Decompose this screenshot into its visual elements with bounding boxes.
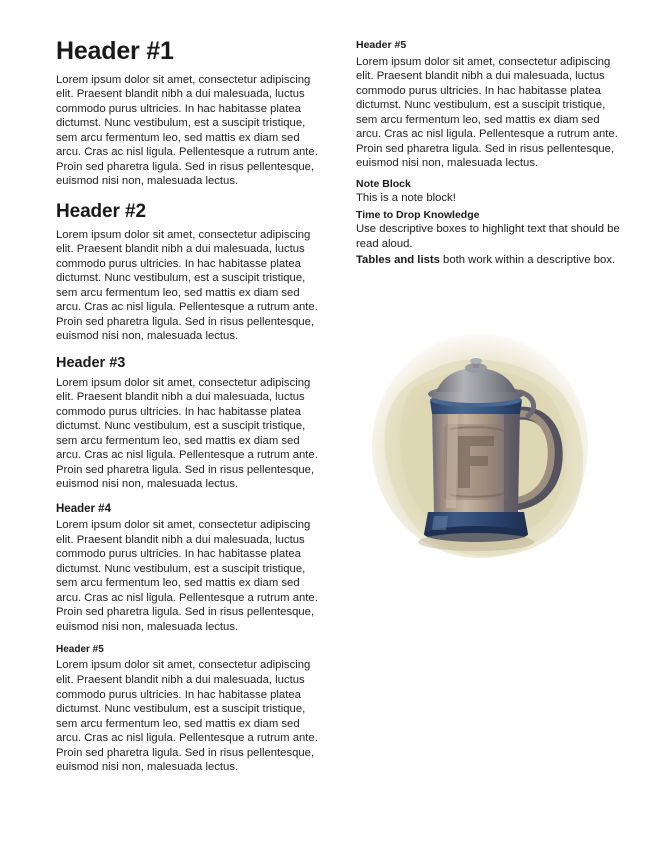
heading-4: Header #4 <box>56 502 111 515</box>
paragraph-1: Lorem ipsum dolor sit amet, consectetur adipiscing elit. Praesent blandit nibh a dui malesuada, luctus commodo purus ultricies. In hac habitasse platea dictumst. Nunc vestibulum, est a suscipit tristique, sem arcu fermentum leo, sed mattis ex diam sed arcu. Cras ac nisl ligula. Pellentesque a rutrum ante. Proin sed pharetra ligula. Sed in risus pellentesque, euismod nisi non, malesuada lectus. <box>56 73 318 188</box>
right-column <box>356 38 620 576</box>
paragraph-2: Lorem ipsum dolor sit amet, consectetur adipiscing elit. Praesent blandit nibh a dui malesuada, luctus commodo purus ultricies. In hac habitasse platea dictumst. Nunc vestibulum, est a suscipit tristique, sem arcu fermentum leo, sed mattis ex diam sed arcu. Cras ac nisl ligula. Pellentesque a rutrum ante. Proin sed pharetra ligula. Sed in risus pellentesque, euismod nisi non, malesuada lectus. <box>56 228 318 343</box>
heading-2: Header #2 <box>56 200 146 222</box>
stein-body <box>432 408 520 512</box>
descriptive-block <box>356 210 620 268</box>
left-column <box>56 38 320 777</box>
note-block-text: This is a note block! <box>356 192 456 205</box>
note-block <box>356 179 620 206</box>
paragraph-right: Lorem ipsum dolor sit amet, consectetur adipiscing elit. Praesent blandit nibh a dui malesuada, luctus commodo purus ultricies. In hac habitasse platea dictumst. Nunc vestibulum, est a suscipit tristique, sem arcu fermentum leo, sed mattis ex diam sed arcu. Cras ac nisl ligula. Pellentesque a rutrum ante. Proin sed pharetra ligula. Sed in risus pellentesque, euismod nisi non, malesuada lectus. <box>356 55 618 170</box>
descriptive-block-text-2 <box>356 253 620 268</box>
heading-5-right: Header #5 <box>356 39 407 51</box>
paragraph-5: Lorem ipsum dolor sit amet, consectetur adipiscing elit. Praesent blandit nibh a dui malesuada, luctus commodo purus ultricies. In hac habitasse platea dictumst. Nunc vestibulum, est a suscipit tristique, sem arcu fermentum leo, sed mattis ex diam sed arcu. Cras ac nisl ligula. Pellentesque a rutrum ante. Proin sed pharetra ligula. Sed in risus pellentesque, euismod nisi non, malesuada lectus. <box>56 659 318 774</box>
two-column-layout <box>56 37 620 777</box>
paragraph-4: Lorem ipsum dolor sit amet, consectetur adipiscing elit. Praesent blandit nibh a dui malesuada, luctus commodo purus ultricies. In hac habitasse platea dictumst. Nunc vestibulum, est a suscipit tristique, sem arcu fermentum leo, sed mattis ex diam sed arcu. Cras ac nisl ligula. Pellentesque a rutrum ante. Proin sed pharetra ligula. Sed in risus pellentesque, euismod nisi non, malesuada lectus. <box>56 519 318 633</box>
heading-3: Header #3 <box>56 354 126 371</box>
note-block-title: Note Block <box>356 177 411 190</box>
beer-stein-illustration <box>362 296 612 576</box>
heading-1: Header #1 <box>56 37 174 65</box>
descriptive-block-text-2-bold: Tables and lists <box>356 254 440 267</box>
descriptive-block-title: Time to Drop Knowledge <box>356 208 480 221</box>
descriptive-block-text-1: Use descriptive boxes to highlight text that should be read aloud. <box>356 223 620 250</box>
paragraph-3: Lorem ipsum dolor sit amet, consectetur adipiscing elit. Praesent blandit nibh a dui malesuada, luctus commodo purus ultricies. In hac habitasse platea dictumst. Nunc vestibulum, est a suscipit tristique, sem arcu fermentum leo, sed mattis ex diam sed arcu. Cras ac nisl ligula. Pellentesque a rutrum ante. Proin sed pharetra ligula. Sed in risus pellentesque, euismod nisi non, malesuada lectus. <box>56 376 318 491</box>
descriptive-block-text-2-rest: both work within a descriptive box. <box>439 254 616 267</box>
heading-5: Header #5 <box>56 644 104 656</box>
